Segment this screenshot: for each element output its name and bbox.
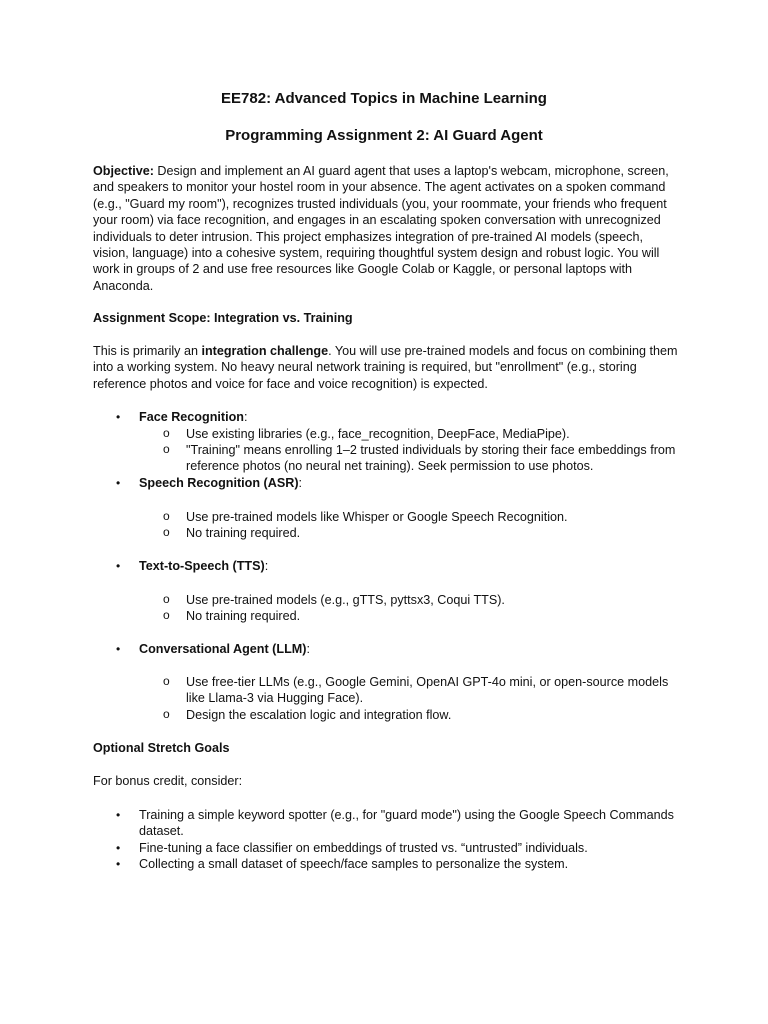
objective-text: Design and implement an AI guard agent that uses a laptop's webcam, microphone, screen, and speakers to monitor your hostel room in your absence. The agent activates on a spoken command (e.g., "Guard my room"), recognizes trusted individuals (you, your roommate, your friends who frequent your room) via face recognition, and engages in an escalating spoken conversation with unrecognized individuals to deter intrusion. This project emphasizes integration of pre-trained AI models (speech, vision, language) into a cohesive system, requiring thoughtful system design and robust logic. You will work in groups of 2 and use free resources like Google Colab or Kaggle, or personal laptops with Anaconda. [93, 164, 669, 293]
component-conversational-agent [116, 641, 679, 657]
objective-paragraph [93, 163, 678, 294]
bullet-icon: • [116, 642, 121, 656]
stretch-item [116, 840, 679, 856]
document-subtitle: Programming Assignment 2: AI Guard Agent [225, 127, 543, 144]
document-title: EE782: Advanced Topics in Machine Learning [221, 90, 547, 107]
sub-bullet-icon: o [163, 674, 170, 688]
scope-heading: Assignment Scope: Integration vs. Training [93, 311, 353, 325]
component-speech-recognition [116, 475, 679, 491]
component-label: Speech Recognition (ASR) [139, 476, 299, 490]
sub-item-text: No training required. [186, 609, 301, 623]
sub-bullet-icon: o [163, 442, 170, 456]
sub-bullet-icon: o [163, 592, 170, 606]
sub-bullet-icon: o [163, 707, 170, 721]
sub-item-text: "Training" means enrolling 1–2 trusted individuals by storing their face embeddings from reference photos (no neural net training). Seek permission to use photos. [186, 443, 676, 474]
sub-item-text: Use pre-trained models like Whisper or Google Speech Recognition. [186, 510, 568, 524]
sub-item [163, 674, 680, 707]
component-face-recognition [116, 409, 679, 425]
component-colon: : [306, 642, 310, 656]
sub-item-text: Design the escalation logic and integration flow. [186, 708, 452, 722]
bullet-icon: • [116, 476, 121, 490]
component-colon: : [243, 410, 248, 424]
sub-item [163, 608, 680, 624]
sub-item [163, 707, 680, 723]
scope-intro-pre: This is primarily an [93, 344, 202, 358]
component-colon: : [298, 476, 303, 490]
sub-bullet-icon: o [163, 608, 170, 622]
stretch-intro: For bonus credit, consider: [93, 774, 243, 788]
component-label: Conversational Agent (LLM) [139, 642, 307, 656]
stretch-item [116, 856, 679, 872]
stretch-item [116, 807, 679, 840]
objective-label: Objective: [93, 164, 154, 178]
sub-bullet-icon: o [163, 426, 170, 440]
sub-bullet-icon: o [163, 509, 170, 523]
scope-paragraph [93, 343, 678, 392]
stretch-item-text: Fine-tuning a face classifier on embeddings of trusted vs. “untrusted” individuals. [139, 841, 588, 855]
sub-item [163, 592, 680, 608]
sub-item [163, 442, 680, 475]
stretch-item-text: Training a simple keyword spotter (e.g., for "guard mode") using the Google Speech Commands dataset. [139, 808, 674, 839]
bullet-icon: • [116, 559, 121, 573]
component-colon: : [264, 559, 269, 573]
sub-item-text: Use existing libraries (e.g., face_recognition, DeepFace, MediaPipe). [186, 427, 570, 441]
bullet-icon: • [116, 857, 121, 871]
sub-item [163, 525, 680, 541]
stretch-heading: Optional Stretch Goals [93, 741, 230, 755]
sub-bullet-icon: o [163, 525, 170, 539]
scope-intro-post: . You will use pre-trained models and focus on combining them into a working system. No heavy neural network training is required, but "enrollment" (e.g., storing reference photos and voice for face and voice recognition) is expected. [93, 344, 678, 391]
stretch-item-text: Collecting a small dataset of speech/face samples to personalize the system. [139, 857, 569, 871]
bullet-icon: • [116, 841, 121, 855]
bullet-icon: • [116, 808, 121, 822]
sub-item [163, 509, 680, 525]
component-text-to-speech [116, 558, 679, 574]
bullet-icon: • [116, 410, 121, 424]
sub-item-text: No training required. [186, 526, 301, 540]
sub-item-text: Use free-tier LLMs (e.g., Google Gemini, OpenAI GPT-4o mini, or open-source models like Llama-3 via Hugging Face). [186, 675, 669, 706]
scope-intro-bold: integration challenge [201, 344, 329, 358]
sub-item [163, 426, 680, 442]
sub-item-text: Use pre-trained models (e.g., gTTS, pyttsx3, Coqui TTS). [186, 593, 505, 607]
component-label: Face Recognition [139, 410, 244, 424]
component-label: Text-to-Speech (TTS) [139, 559, 265, 573]
